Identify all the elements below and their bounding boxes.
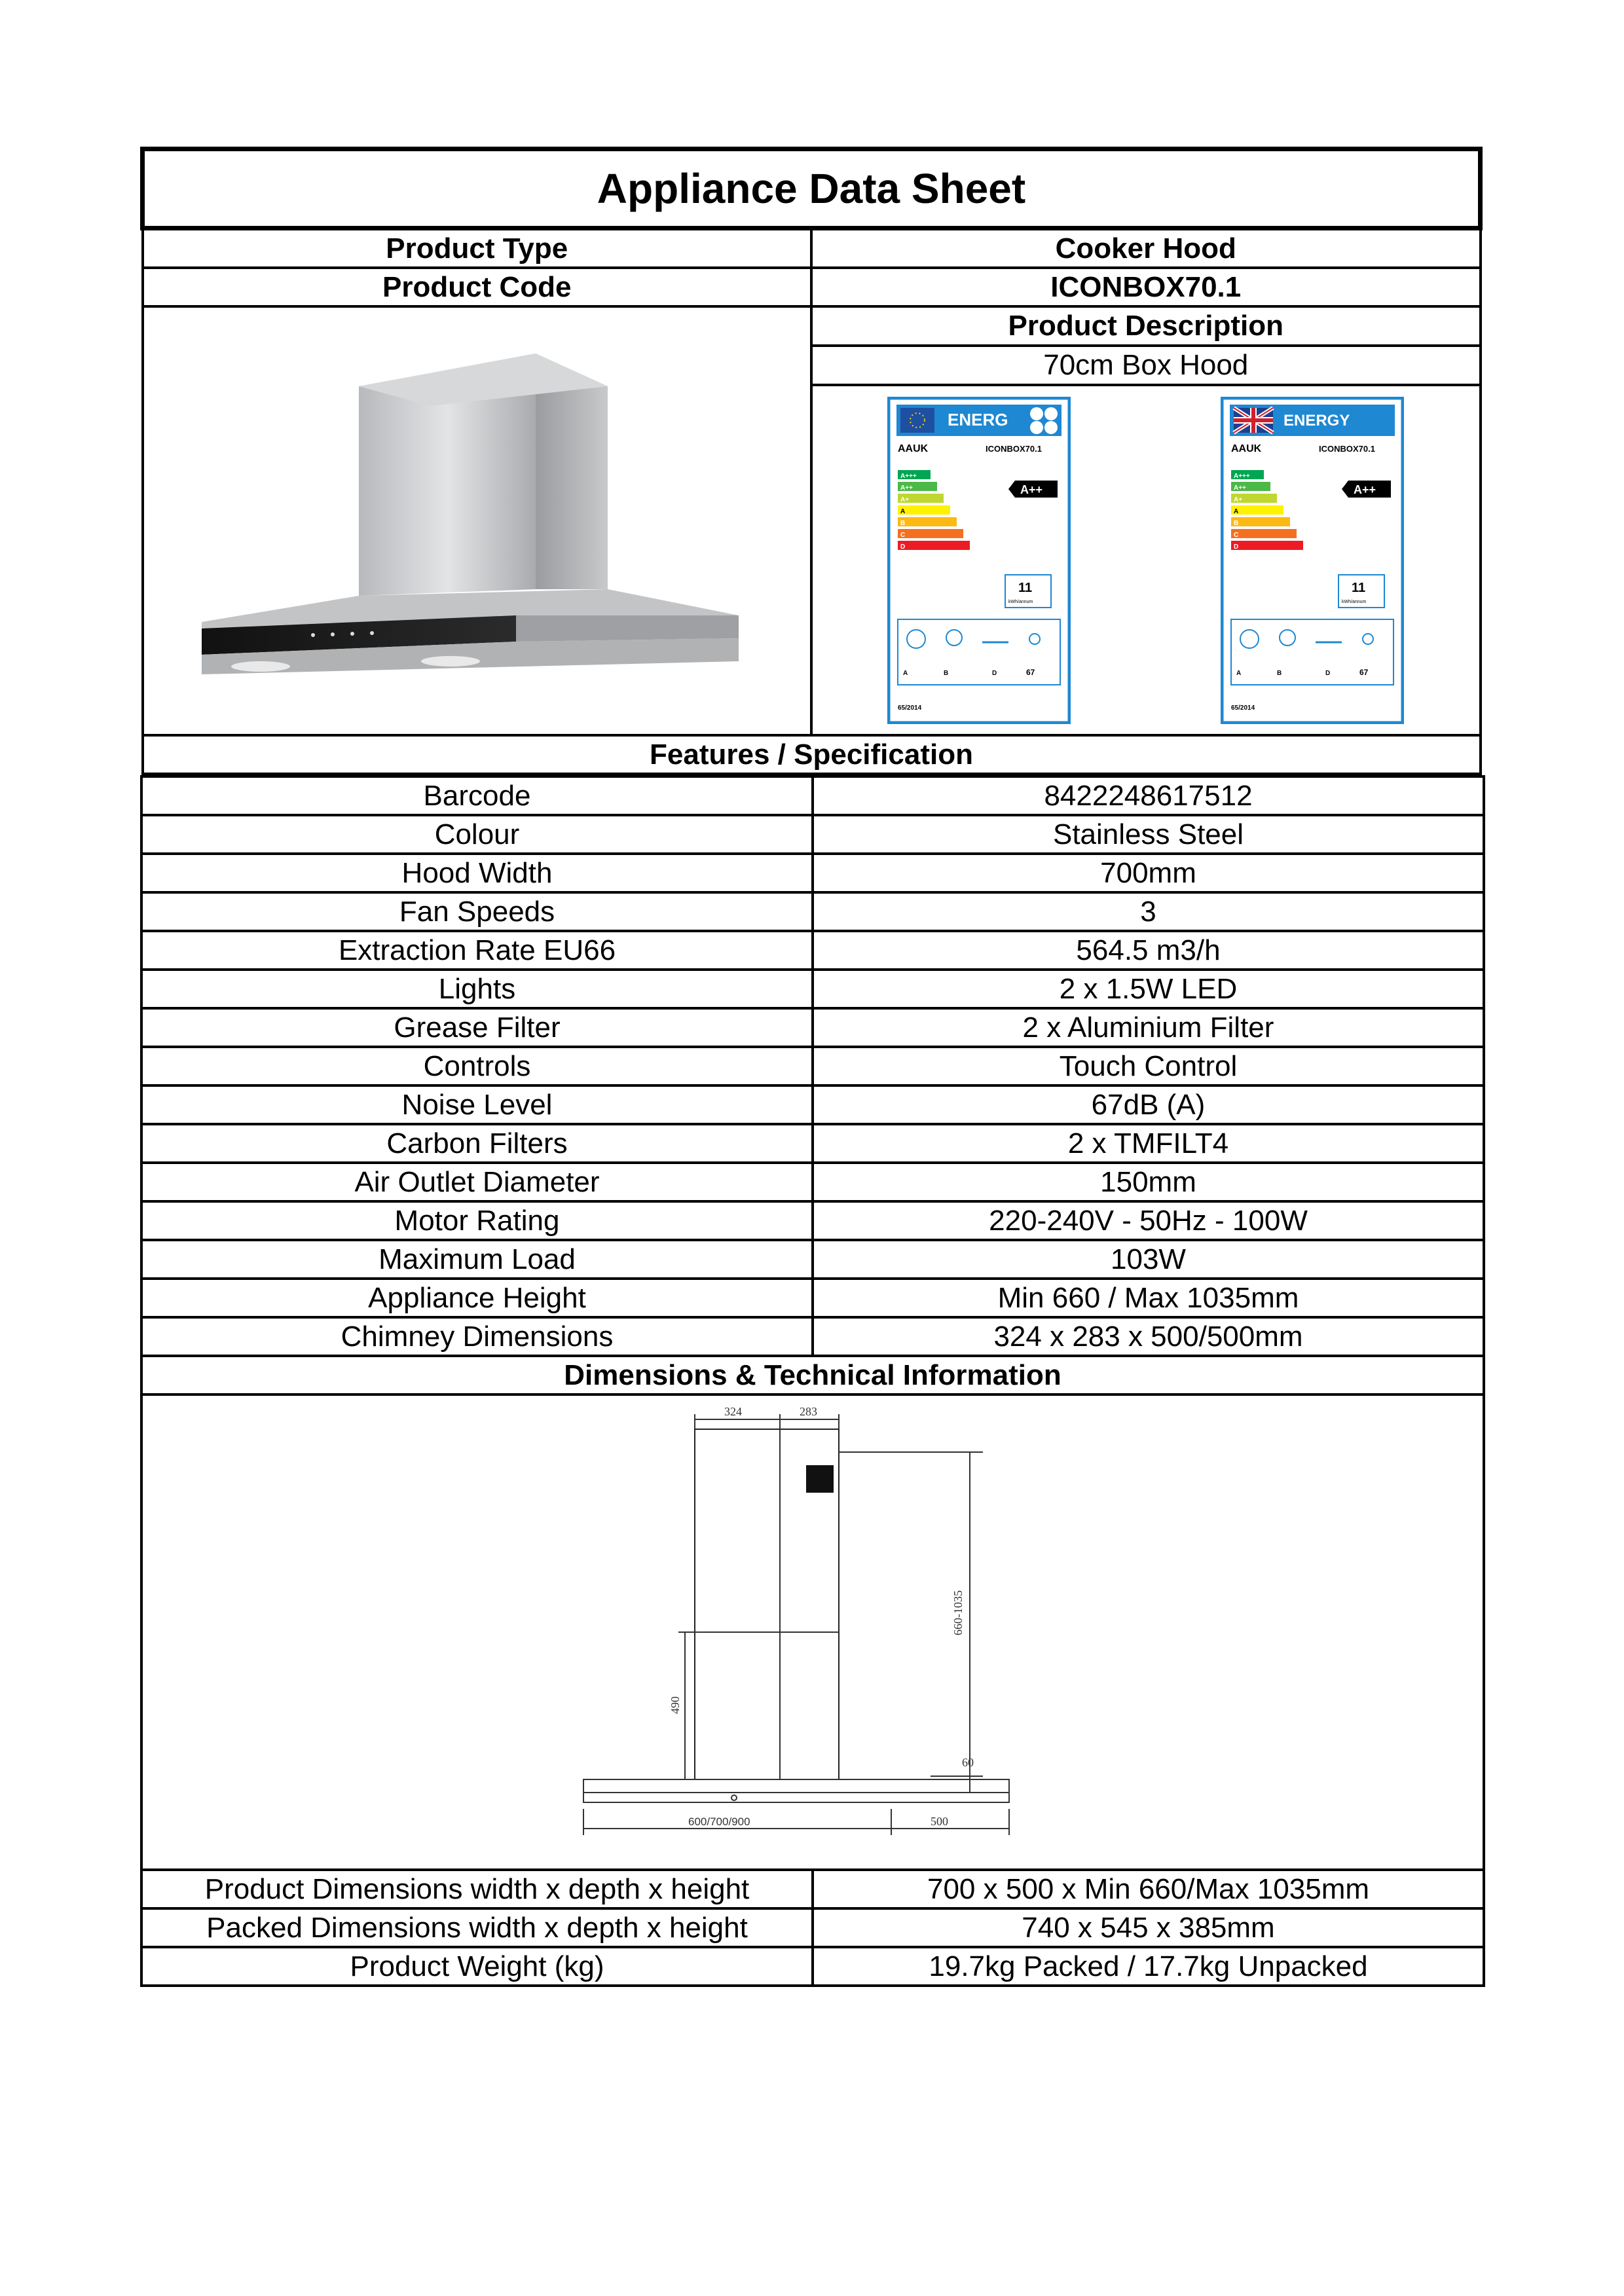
energy-labels-cell — [811, 385, 1481, 735]
svg-text:A: A — [1236, 669, 1242, 677]
svg-text:D: D — [1234, 543, 1239, 551]
spec-label: Packed Dimensions width x depth x height — [141, 1908, 813, 1947]
dimension-diagram-cell — [141, 1394, 1484, 1870]
svg-text:A+++: A+++ — [1234, 472, 1250, 480]
dim-depth: 500 — [931, 1814, 948, 1828]
spec-value: 564.5 m3/h — [813, 931, 1484, 970]
dim-lower-height: 490 — [669, 1696, 682, 1714]
spec-value: 2 x 1.5W LED — [813, 970, 1484, 1008]
spec-label: Carbon Filters — [141, 1124, 813, 1163]
spec-table — [140, 775, 1485, 1987]
svg-text:A++: A++ — [1234, 484, 1247, 492]
technical-drawing — [564, 1400, 1061, 1858]
table-row — [141, 931, 1484, 970]
svg-text:D: D — [900, 543, 906, 551]
product-type-value: Cooker Hood — [811, 228, 1481, 268]
eu-label-heading: ENERG — [948, 409, 1008, 429]
uk-energy-label — [1221, 397, 1404, 724]
svg-text:AAUK: AAUK — [1231, 443, 1262, 454]
svg-text:AAUK: AAUK — [898, 443, 929, 454]
spec-value: 700mm — [813, 854, 1484, 892]
svg-text:B: B — [1277, 669, 1282, 677]
table-row — [141, 1317, 1484, 1356]
svg-text:C: C — [900, 531, 906, 539]
spec-value: 8422248617512 — [813, 776, 1484, 815]
svg-text:65/2014: 65/2014 — [898, 704, 922, 712]
svg-text:B: B — [900, 519, 906, 527]
svg-text:11: 11 — [1018, 580, 1033, 595]
product-description-label: Product Description — [811, 306, 1481, 346]
svg-text:A++: A++ — [1354, 483, 1376, 496]
spec-value: 2 x Aluminium Filter — [813, 1008, 1484, 1047]
table-row — [141, 1947, 1484, 1986]
spec-label: Chimney Dimensions — [141, 1317, 813, 1356]
spec-label: Motor Rating — [141, 1201, 813, 1240]
features-heading: Features / Specification — [143, 735, 1481, 774]
table-row — [141, 1908, 1484, 1947]
table-row — [141, 1047, 1484, 1085]
dimensions-heading: Dimensions & Technical Information — [141, 1356, 1484, 1394]
spec-label: Lights — [141, 970, 813, 1008]
spec-value: Min 660 / Max 1035mm — [813, 1279, 1484, 1317]
svg-text:67: 67 — [1026, 667, 1035, 677]
cooker-hood-image — [149, 308, 804, 727]
svg-text:A+++: A+++ — [900, 472, 917, 480]
spec-label: Barcode — [141, 776, 813, 815]
table-row — [141, 854, 1484, 892]
svg-text:A++: A++ — [900, 484, 913, 492]
dim-top-width: 324 — [724, 1404, 742, 1418]
spec-label: Hood Width — [141, 854, 813, 892]
spec-value: 150mm — [813, 1163, 1484, 1201]
product-image-cell — [143, 306, 812, 735]
svg-text:A+: A+ — [1234, 496, 1243, 503]
spec-label: Colour — [141, 815, 813, 854]
table-row — [141, 1124, 1484, 1163]
svg-text:ICONBOX70.1: ICONBOX70.1 — [986, 443, 1043, 454]
spec-label: Extraction Rate EU66 — [141, 931, 813, 970]
svg-text:B: B — [944, 669, 949, 677]
svg-text:A+: A+ — [900, 496, 910, 503]
spec-value: 67dB (A) — [813, 1085, 1484, 1124]
table-row — [141, 892, 1484, 931]
table-row — [141, 1240, 1484, 1279]
svg-text:ICONBOX70.1: ICONBOX70.1 — [1319, 443, 1376, 454]
table-row — [141, 1201, 1484, 1240]
table-row — [141, 1163, 1484, 1201]
svg-text:A: A — [903, 669, 908, 677]
svg-text:D: D — [992, 669, 997, 677]
spec-value: 19.7kg Packed / 17.7kg Unpacked — [813, 1947, 1484, 1986]
product-type-label: Product Type — [143, 228, 812, 268]
table-row — [141, 815, 1484, 854]
svg-text:A: A — [900, 507, 906, 515]
table-row — [141, 1085, 1484, 1124]
svg-text:67: 67 — [1359, 667, 1369, 677]
spec-value: 324 x 283 x 500/500mm — [813, 1317, 1484, 1356]
svg-text:D: D — [1325, 669, 1331, 677]
spec-value: 3 — [813, 892, 1484, 931]
spec-label: Grease Filter — [141, 1008, 813, 1047]
spec-value: 2 x TMFILT4 — [813, 1124, 1484, 1163]
product-description-value: 70cm Box Hood — [811, 346, 1481, 385]
spec-value: 103W — [813, 1240, 1484, 1279]
svg-text:65/2014: 65/2014 — [1231, 704, 1255, 712]
table-row — [141, 1008, 1484, 1047]
spec-label: Controls — [141, 1047, 813, 1085]
dim-top-depth: 283 — [800, 1404, 817, 1418]
product-code-label: Product Code — [143, 268, 812, 306]
svg-text:kWh/annum: kWh/annum — [1342, 599, 1367, 604]
spec-label: Noise Level — [141, 1085, 813, 1124]
eu-flag-icon — [900, 408, 934, 433]
sheet-title: Appliance Data Sheet — [143, 149, 1481, 228]
spec-value: 740 x 545 x 385mm — [813, 1908, 1484, 1947]
dim-canopy: 60 — [962, 1755, 974, 1769]
spec-value: Touch Control — [813, 1047, 1484, 1085]
spec-label: Appliance Height — [141, 1279, 813, 1317]
vent-grille-icon — [806, 1465, 834, 1493]
spec-label: Product Weight (kg) — [141, 1947, 813, 1986]
spec-value: Stainless Steel — [813, 815, 1484, 854]
uk-label-heading: ENERGY — [1283, 411, 1350, 429]
spec-label: Maximum Load — [141, 1240, 813, 1279]
spec-value: 700 x 500 x Min 660/Max 1035mm — [813, 1870, 1484, 1908]
appliance-data-sheet — [140, 147, 1483, 1987]
svg-text:kWh/annum: kWh/annum — [1008, 599, 1033, 604]
svg-text:A: A — [1234, 507, 1239, 515]
spec-label: Product Dimensions width x depth x height — [141, 1870, 813, 1908]
svg-text:11: 11 — [1352, 580, 1366, 595]
svg-text:A++: A++ — [1020, 483, 1043, 496]
spec-value: 220-240V - 50Hz - 100W — [813, 1201, 1484, 1240]
table-row — [141, 1870, 1484, 1908]
svg-text:C: C — [1234, 531, 1239, 539]
product-code-value: ICONBOX70.1 — [811, 268, 1481, 306]
table-row — [141, 970, 1484, 1008]
dim-width-options: 600/700/900 — [688, 1815, 750, 1828]
svg-text:B: B — [1234, 519, 1239, 527]
dim-height-range: 660-1035 — [951, 1590, 965, 1635]
eu-energy-label — [887, 397, 1071, 724]
spec-label: Fan Speeds — [141, 892, 813, 931]
table-row — [141, 1279, 1484, 1317]
table-row — [141, 776, 1484, 815]
data-sheet-table — [140, 147, 1483, 775]
spec-label: Air Outlet Diameter — [141, 1163, 813, 1201]
